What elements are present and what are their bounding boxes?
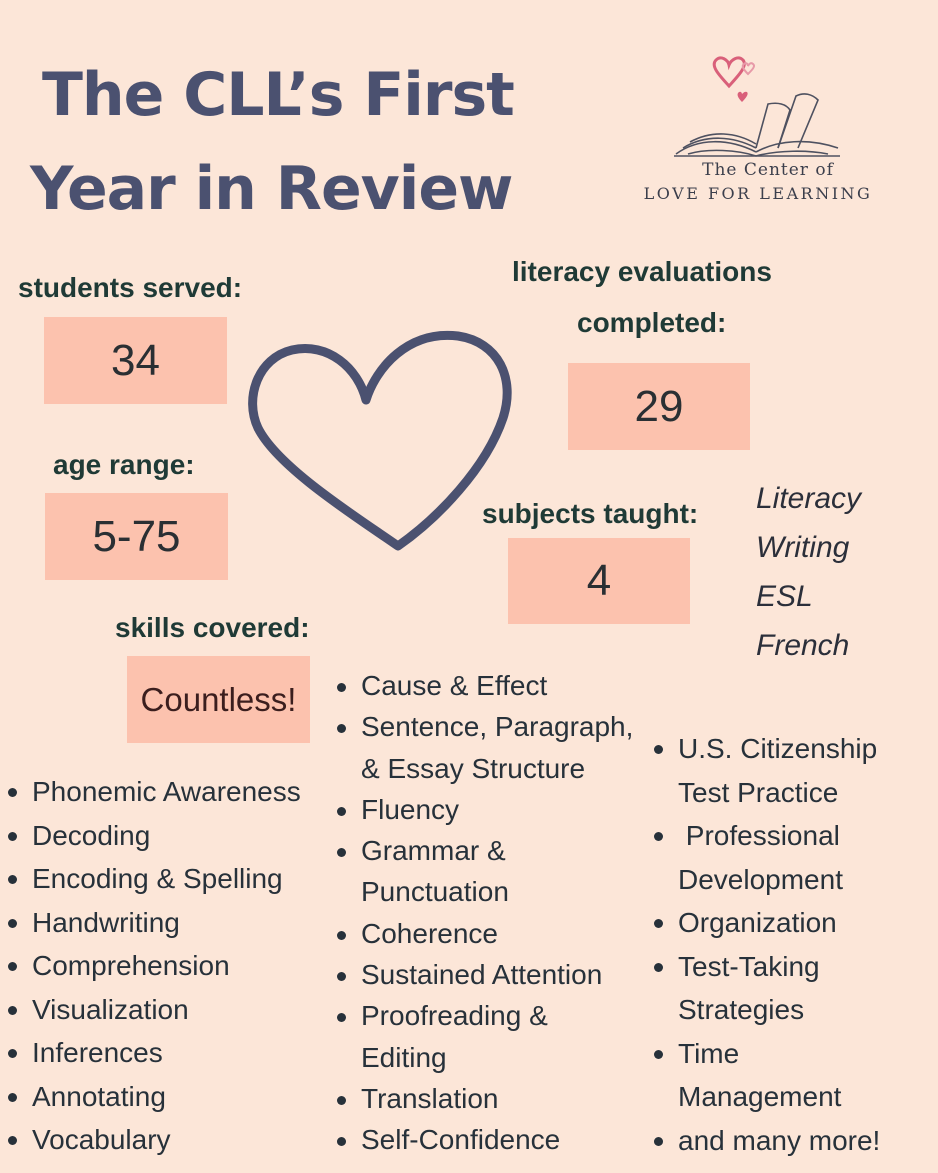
logo-text-line-2: LOVE FOR LEARNING: [643, 184, 873, 203]
skills-list-column-1: [6, 770, 301, 1162]
subject-item: French: [756, 629, 850, 662]
skills-list-column-3: [652, 727, 880, 1162]
list-item: Vocabulary: [6, 1118, 301, 1162]
list-item: Organization: [652, 901, 880, 945]
list-item: U.S. Citizenship Test Practice: [652, 727, 880, 814]
list-item: Professional Development: [652, 814, 880, 901]
list-item: Sustained Attention: [335, 954, 633, 995]
list-item: Self-Confidence: [335, 1119, 633, 1160]
list-item: Time Management: [652, 1032, 880, 1119]
list-item: Inferences: [6, 1031, 301, 1075]
list-item: Phonemic Awareness: [6, 770, 301, 814]
list-item: Test-Taking Strategies: [652, 945, 880, 1032]
subjects-taught-value: 4: [508, 538, 690, 624]
heart-icon: [248, 328, 518, 558]
list-item: Proofreading & Editing: [335, 995, 633, 1078]
logo-text-line-1: The Center of: [702, 160, 834, 180]
list-item: Coherence: [335, 913, 633, 954]
list-item: Comprehension: [6, 944, 301, 988]
list-item: Decoding: [6, 814, 301, 858]
list-item: Annotating: [6, 1075, 301, 1119]
list-item: Visualization: [6, 988, 301, 1032]
logo-heart-small: [743, 63, 754, 74]
subject-item: Writing: [756, 531, 850, 564]
list-item: Handwriting: [6, 901, 301, 945]
subject-item: Literacy: [756, 482, 862, 515]
age-range-value: 5-75: [45, 493, 228, 580]
list-item: Translation: [335, 1078, 633, 1119]
list-item: Grammar & Punctuation: [335, 830, 633, 913]
skills-covered-value: Countless!: [127, 656, 310, 743]
subjects-list: [756, 474, 861, 670]
logo-heart-large: [714, 58, 744, 86]
skills-list-column-2: [335, 665, 633, 1161]
literacy-evaluations-label-line-1: literacy evaluations: [512, 256, 772, 287]
title-line-1: The CLL’s First: [42, 60, 514, 130]
students-served-value: 34: [44, 317, 227, 404]
logo-heart-tiny: [738, 92, 748, 102]
list-item: Sentence, Paragraph, & Essay Structure: [335, 706, 633, 789]
literacy-evaluations-value: 29: [568, 363, 750, 450]
list-item: Encoding & Spelling: [6, 857, 301, 901]
list-item: Fluency: [335, 789, 633, 830]
students-served-label: students served:: [18, 272, 243, 303]
list-item: Cause & Effect: [335, 665, 633, 706]
subjects-taught-label: subjects taught:: [482, 498, 699, 529]
subject-item: ESL: [756, 580, 813, 613]
age-range-label: age range:: [53, 449, 195, 480]
page-title: [30, 48, 590, 236]
title-line-2: Year in Review: [30, 154, 513, 224]
literacy-evaluations-label-line-2: completed:: [577, 307, 727, 338]
skills-covered-label: skills covered:: [115, 612, 310, 643]
list-item: and many more!: [652, 1119, 880, 1163]
